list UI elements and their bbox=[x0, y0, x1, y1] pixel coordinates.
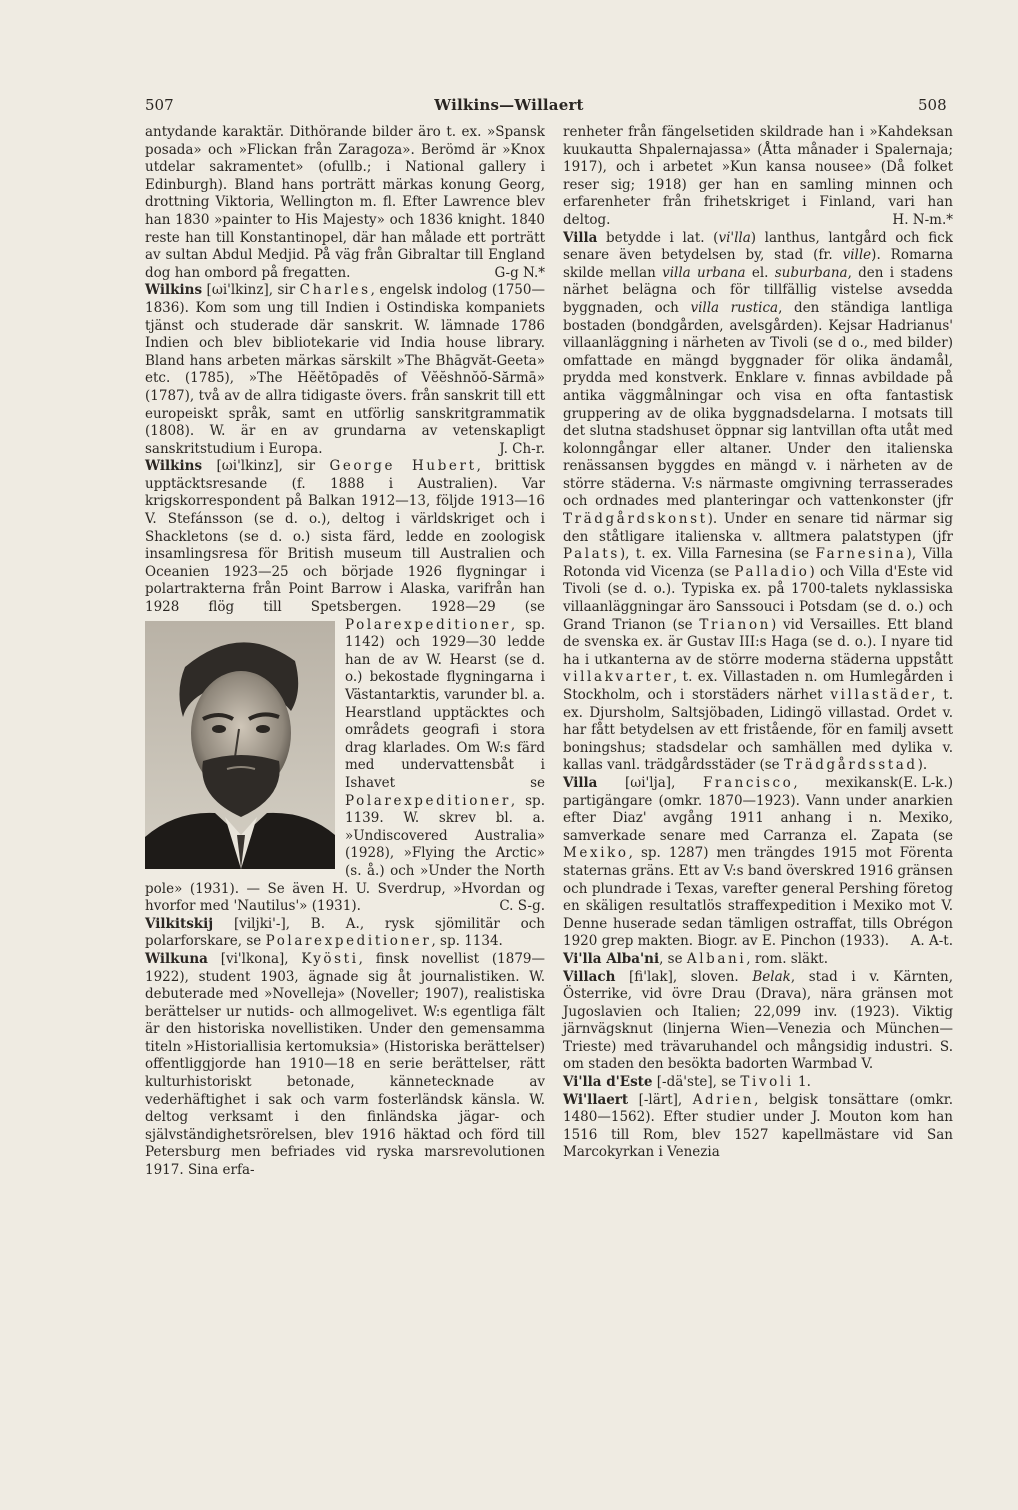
entry-headword: Wi'llaert bbox=[563, 1091, 629, 1108]
entry-headword: Vilkitskij bbox=[145, 915, 214, 932]
entry-headword: Wilkuna bbox=[145, 950, 208, 967]
entry-wilkins-charles: Wilkins [ωi'lkinz], sir Charles, engelsk indolog (1750—1836). Kom som ung till Indien i Ostindiska kompaniets tjänst och studerade där sanskrit. W. lämnade 1786 Indien och blev bibliotekarie vid India house library. Bland hans arbeten märkas särskilt »The Bhāgvăt-Geeta» etc. (1785), »The Hĕĕtōpadēs of Vĕĕshnŏŏ-Sărmā» (1787), två av de allra tidigaste övers. från sanskrit till ett europeiskt språk, samt en utförlig sanskritgrammatik (1808). W. är en av grundarna av vetenskapligt sanskritstudium i Europa. J. Ch-r. bbox=[145, 282, 545, 457]
left-column bbox=[145, 124, 545, 1180]
entry-headword: Villach bbox=[563, 968, 616, 985]
entry-wilkuna: Wilkuna [vi'lkona], Kyösti, finsk novellist (1879—1922), student 1903, ägnade sig åt journalistiken. W. debuterade med »Novelleja» (Noveller; 1907), realistiska berättelser ur nutids- och allmogelivet. W:s egentliga fält är den historiska novellistiken. Under den gemensamma titeln »Historiallisia kertomuksia» (Historiska berättelser) offentliggjorde han 1910—18 en serie berättelser, rätt kulturhistoriskt betonade, kännetecknade av vederhäftighet i sak och varm fosterländsk känsla. W. deltog verksamt i den finländska jägar- och självständighetsrörelsen, blev 1916 häktad och förd till Petersburg men befriades vid ryska marsrevolutionen 1917. Sina erfa- bbox=[145, 950, 545, 1179]
entry-villa-deste: Vi'lla d'Este [-dä'ste], se Tivoli 1. bbox=[563, 1074, 811, 1091]
left-page-number: 507 bbox=[145, 96, 174, 114]
entry-continuation: renheter från fängelsetiden skildrade han i »Kahdeksan kuukautta Shpalernajassa» (Åtta månader i Spalernaja; 1917), och i arbetet »Kun kansa nousee» (Då folket reser sig; 1918) ger han en samling minnen och erfarenheter från frihetskriget i Finland, vari han deltog. H. N-m.* bbox=[563, 124, 953, 228]
entry-villa-francisco: Villa [ωi'lja], Francisco, mexikansk partigängare (omkr. 1870—1923). Vann under anarkien efter Diaz' avgång 1911 anhang i n. Mexiko, samverkade senare med Carranza el. Zapata (se Mexiko, sp. 1287) men trängdes 1915 mot Förenta staternas gräns. Ett av V:s band överskred 1916 gränsen och plundrade i Texas, varefter general Pershing företog en skäligen resultatlös straffexpedition i Mexiko mot V. Denne huserade sedan tämligen ostraffat, tills Obrégon 1920 grep makten. Biogr. av E. Pinchon (1933). A. A-t. bbox=[563, 774, 953, 950]
entry-headword: Villa bbox=[563, 774, 598, 791]
signature: H. N-m.* bbox=[892, 211, 953, 228]
portrait-photo-george-hubert-wilkins bbox=[145, 621, 335, 869]
entry-headword: Vi'lla Alba'ni bbox=[563, 950, 660, 967]
signature: A. A-t. bbox=[910, 933, 953, 950]
entry-headword: Villa bbox=[563, 229, 598, 246]
entry-headword: Wilkins bbox=[145, 282, 203, 299]
running-title: Wilkins—Willaert bbox=[434, 96, 584, 114]
entry-wilkins-george: Wilkins [ωi'lkinz], sir George Hubert, brittisk upptäcktsresande (f. 1888 i Australien). Var krigskorrespondent på Balkan 1912—13, följde 1913—16 V. Stefánsson (se d. o.), deltog i världskriget och i Shackletons (se d. o.) sista färd, ledde en zoologisk insamlingsresa för British museum till Australien och Oceanien 1923—25 och började 1926 flygningar i polartrakterna från Point Barrow i Alaska, varifrån han 1928 flög till Spetsbergen. 1928—29 (se Polarexpeditioner, sp. 1142) och 1929—30 ledde han de av W. Hearst (se d. o.) bekostade flygningarna i Västantarktis, varunder bl. a. Hearstland upptäcktes och områdets geografi i stora drag klarlades. Om W:s färd med undervattensbåt i Ishavet se Polarexpeditioner, sp. 1139. W. skrev bl. a. »Undiscovered Australia» (1928), »Flying the Arctic» (s. å.) och »Under the North pole» (1931). — Se även H. U. Sverdrup, »Hvordan og hvorfor med 'Nautilus'» (1931). C. S-g. bbox=[145, 458, 545, 915]
entry-vilkitskij: Vilkitskij [viljki'-], B. A., rysk sjömilitär och polarforskare, se Polarexpeditioner, sp. 1134. bbox=[145, 915, 545, 950]
right-column bbox=[563, 124, 953, 1162]
signature: (E. L-k.) bbox=[898, 774, 953, 791]
entry-headword: Wilkins bbox=[145, 458, 203, 475]
signature: C. S-g. bbox=[499, 898, 545, 915]
signature: J. Ch-r. bbox=[499, 440, 545, 457]
signature: G-g N.* bbox=[494, 264, 545, 281]
entry-villach: Villach [fi'lak], sloven. Belak, stad i v. Kärnten, Österrike, vid övre Drau (Drava), nära gränsen mot Jugoslavien och Italien; 22,099 inv. (1923). Viktig järnvägsknut (linjerna Wien—Venezia och München—Trieste) med trävaruhandel och mångsidig industri. S. om staden den besökta badorten Warmbad V. bbox=[563, 968, 953, 1073]
entry-headword: Vi'lla d'Este bbox=[563, 1074, 653, 1091]
entry-villa-albani: Vi'lla Alba'ni, se Albani, rom. släkt. bbox=[563, 950, 828, 967]
entry-villa: Villa betydde i lat. (vi'lla) lanthus, lantgård och fick senare även betydelsen by, stad (fr. ville). Romarna skilde mellan villa urbana el. suburbana, den i stadens närhet belägna och för tillfällig vistelse avsedda byggnaden, och villa rustica, den ständiga lantliga bostaden (bondgården, avelsgården). Kejsar Hadrianus' villaanläggning i närheten av Tivoli (se d o., med bilder) omfattade en mängd byggnader för olika ändamål, prydda med konstverk. Enklare v. finnas avbildade på antika väggmålningar och visa en ofta fantastisk gruppering av de olika byggnadsdelarna. I motsats till det slutna stadshuset öppnar sig lantvillan ofta utåt med kolonngångar eller altaner. Under den italienska renässansen byggdes en mängd v. i närheten av de större städerna. V:s närmaste omgivning terrasserades och ordnades med planteringar och vattenkonster (jfr Trädgårdskonst). Under en senare tid närmar sig den ståtligare italienska v. alltmera palatstypen (jfr Palats), t. ex. Villa Farnesina (se Farnesina), Villa Rotonda vid Vicenza (se Palladio) och Villa d'Este vid Tivoli (se d. o.). Typiska ex. på 1700-talets nyklassiska villaanläggningar äro Sanssouci i Potsdam (se d. o.) och Grand Trianon (se Trianon) vid Versailles. Ett bland de svenska ex. är Gustav III:s Haga (se d. o.). I nyare tid ha i utkanterna av de större moderna städerna uppstått villakvarter, t. ex. Villastaden n. om Humlegården i Stockholm, och i storstäders närhet villastäder, t. ex. Djursholm, Saltsjöbaden, Lidingö villastad. Ordet v. har fått betydelsen av ett fristående, för en familj avsett boningshus; stadsdelar och samhällen med dylika v. kallas vanl. trädgårdsstäder (se Trädgårdsstad). (E. L-k.) bbox=[563, 229, 954, 791]
right-page-number: 508 bbox=[918, 96, 947, 114]
entry-continuation: antydande karaktär. Dithörande bilder äro t. ex. »Spansk posada» och »Flickan från Zaragoza». Berömd är »Knox utdelar sakramentet» (ofullb.; i National gallery i Edinburgh). Bland hans porträtt märkas konung Georg, drottning Viktoria, Wellington m. fl. Efter Lawrence blev han 1830 »painter to His Majesty» och 1836 knight. 1840 reste han till Konstantinopel, där han målade ett porträtt av sultan Abdul Medjid. På väg från Gibraltar till England dog han ombord på fregatten. G-g N.* bbox=[145, 124, 545, 281]
entry-willaert: Wi'llaert [-lärt], Adrien, belgisk tonsättare (omkr. 1480—1562). Efter studier under J. Mouton kom han 1516 till Rom, blev 1527 kapellmästare vid San Marcokyrkan i Venezia bbox=[563, 1091, 954, 1161]
